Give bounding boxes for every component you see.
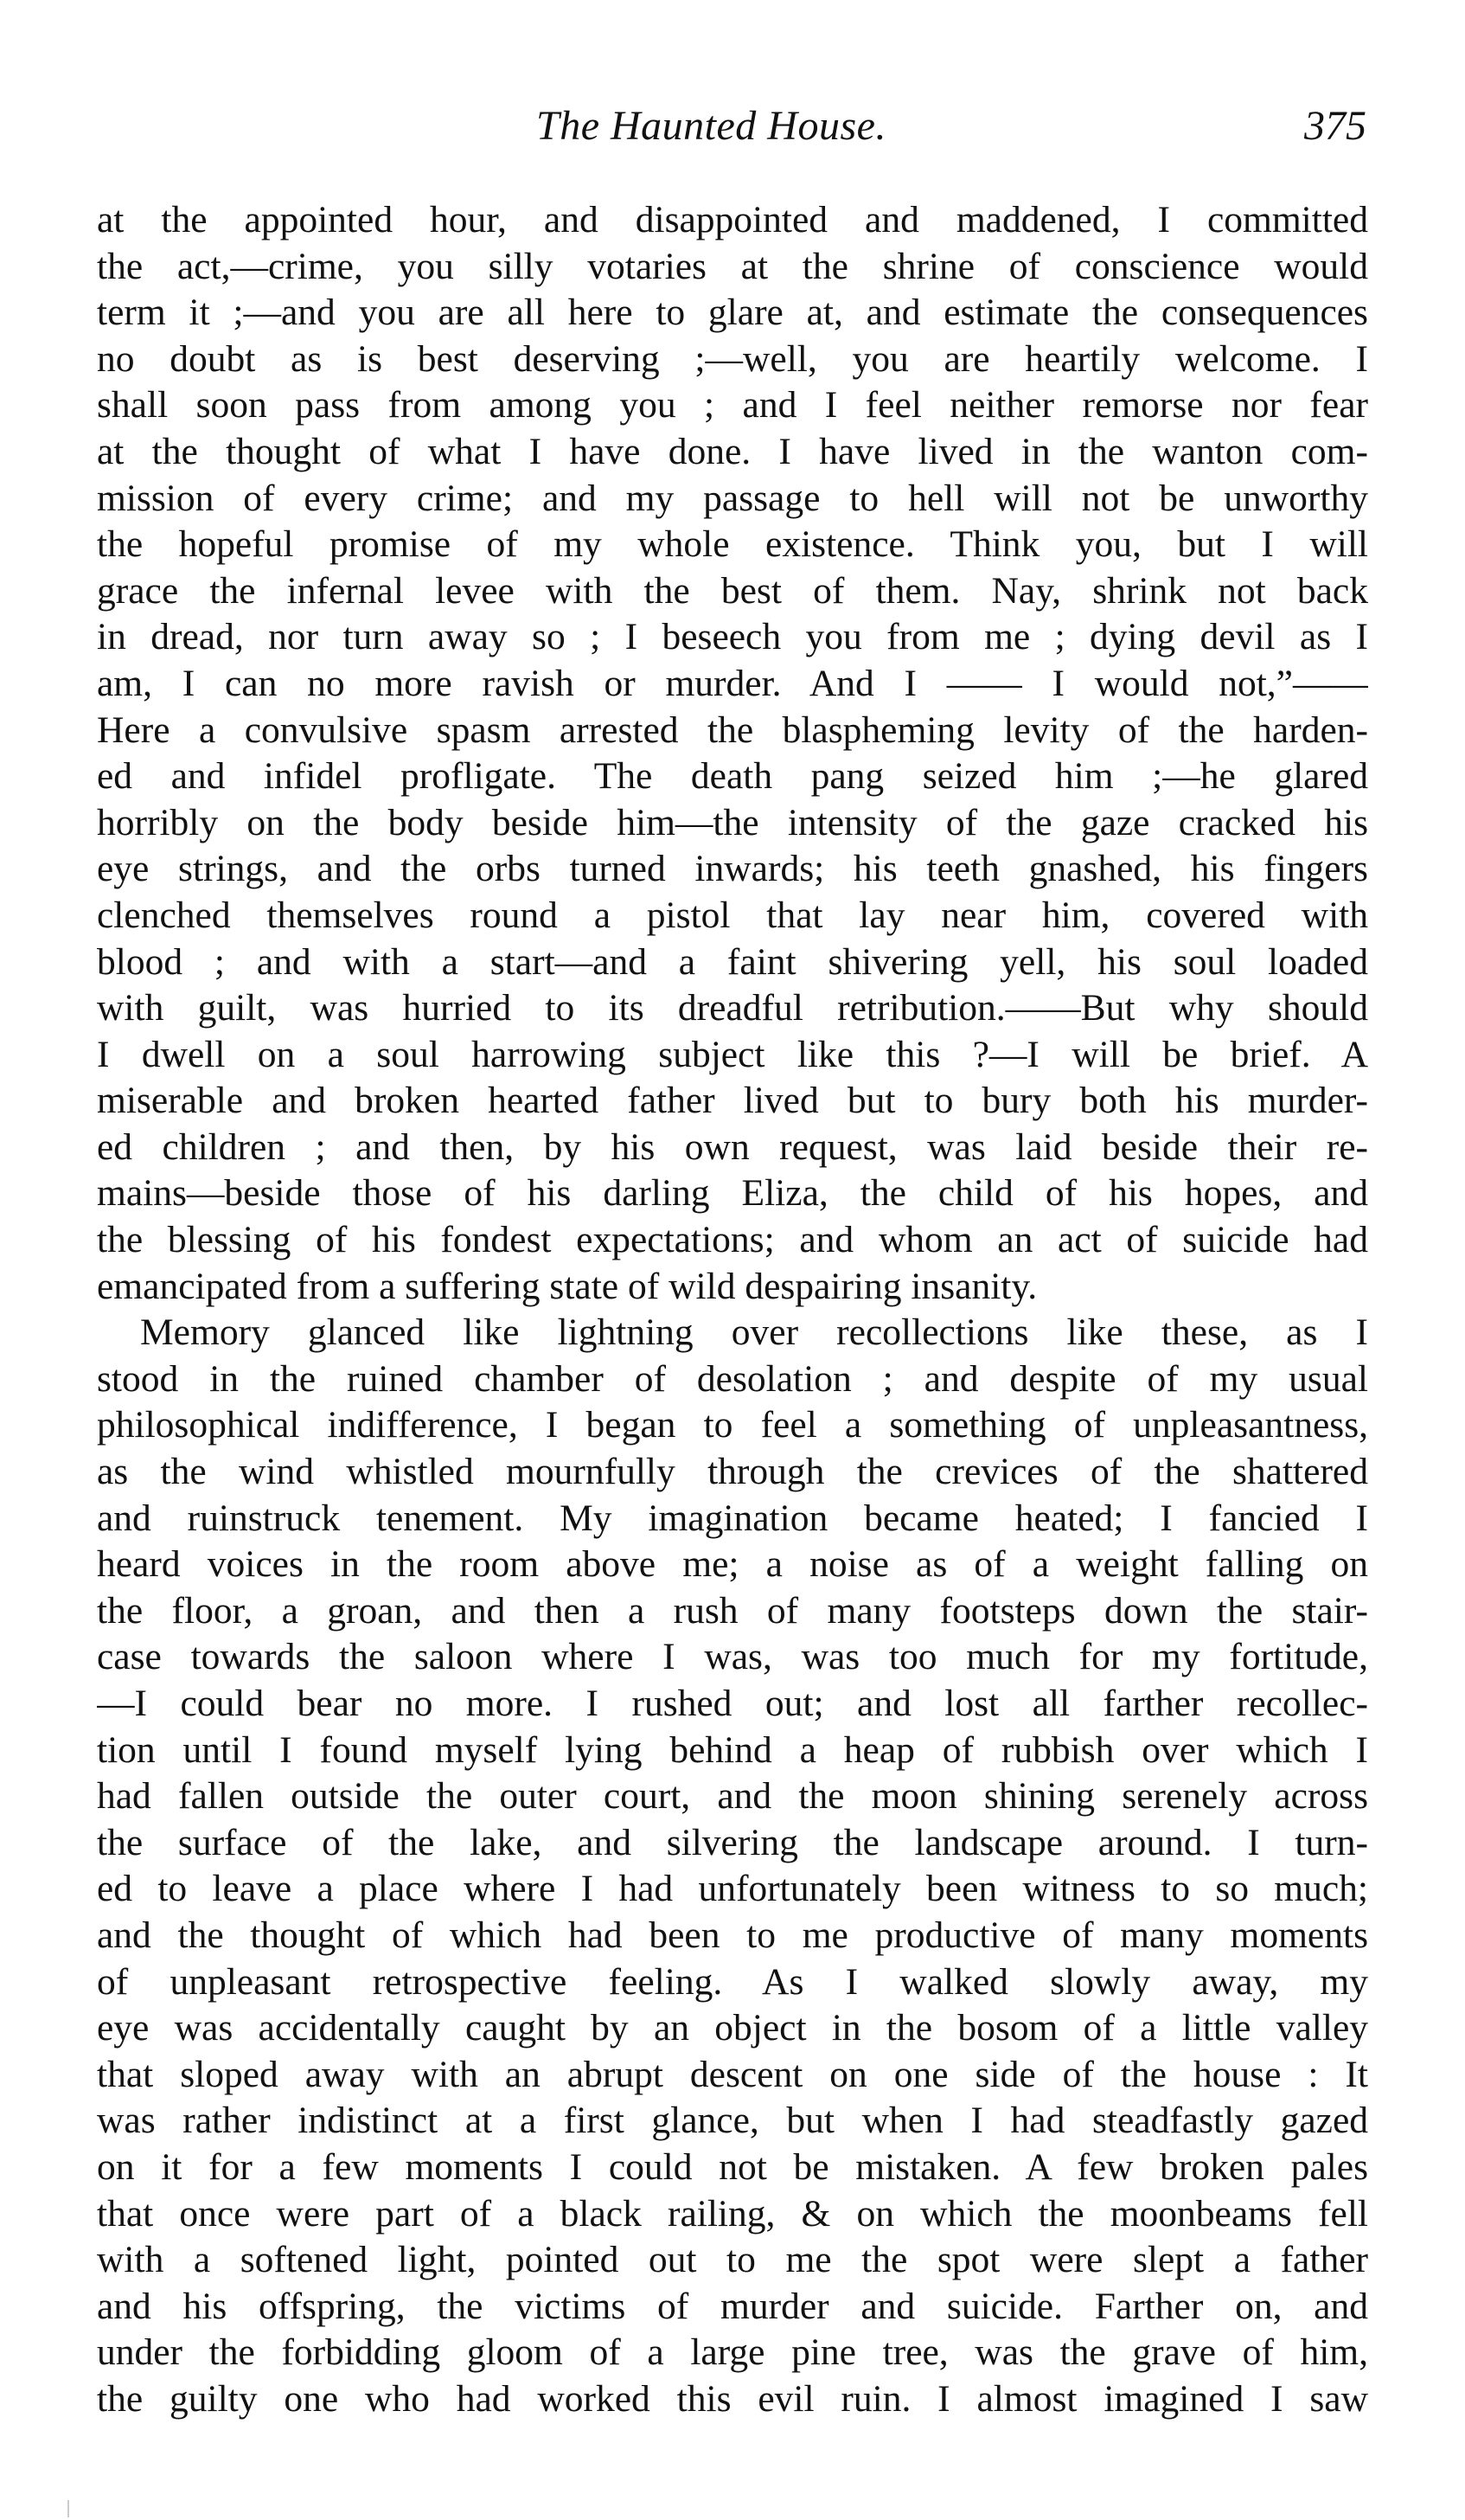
- text-line: miserable and broken hearted father lived but to bury both his murder-: [97, 1080, 1368, 1122]
- text-line: under the forbidding gloom of a large pine tree, was the grave of him,: [97, 2331, 1368, 2374]
- text-line: the hopeful promise of my whole existence. Think you, but I will: [97, 523, 1368, 566]
- page-header: [104, 102, 1366, 163]
- text-line: in dread, nor turn away so ; I beseech you from me ; dying devil as I: [97, 616, 1368, 658]
- paragraph: [97, 197, 1368, 1310]
- text-line: and his offspring, the victims of murder and suicide. Farther on, and: [97, 2285, 1368, 2327]
- text-line: grace the infernal levee with the best of them. Nay, shrink not back: [97, 569, 1368, 612]
- text-line: stood in the ruined chamber of desolation ; and despite of my usual: [97, 1357, 1368, 1400]
- paragraph: [97, 1310, 1368, 2422]
- text-line: term it ;—and you are all here to glare at, and estimate the consequences: [97, 292, 1368, 334]
- text-line: am, I can no more ravish or murder. And I —— I would not,”——: [97, 662, 1368, 704]
- text-line: the surface of the lake, and silvering the landscape around. I turn-: [97, 1821, 1368, 1863]
- running-title: The Haunted House.: [536, 103, 886, 149]
- text-line: was rather indistinct at a first glance, but when I had steadfastly gazed: [97, 2100, 1368, 2142]
- text-line: case towards the saloon where I was, was too much for my fortitude,: [97, 1636, 1368, 1678]
- text-line: clenched themselves round a pistol that lay near him, covered with: [97, 894, 1368, 936]
- text-line: ed to leave a place where I had unfortunately been witness to so much;: [97, 1868, 1368, 1910]
- text-line: on it for a few moments I could not be mistaken. A few broken pales: [97, 2145, 1368, 2188]
- text-line: with guilt, was hurried to its dreadful retribution.——But why should: [97, 987, 1368, 1029]
- text-line: had fallen outside the outer court, and the moon shining serenely across: [97, 1775, 1368, 1818]
- text-line: blood ; and with a start—and a faint shivering yell, his soul loaded: [97, 940, 1368, 983]
- text-line: mains—beside those of his darling Eliza, the child of his hopes, and: [97, 1172, 1368, 1215]
- text-line: and ruinstruck tenement. My imagination became heated; I fancied I: [97, 1497, 1368, 1539]
- text-line: the act,—crime, you silly votaries at the shrine of conscience would: [97, 245, 1368, 287]
- text-line: eye was accidentally caught by an object in the bosom of a little valley: [97, 2007, 1368, 2049]
- text-line: at the appointed hour, and disappointed and maddened, I committed: [97, 199, 1368, 240]
- text-line: —I could bear no more. I rushed out; and lost all farther recollec-: [97, 1683, 1368, 1724]
- text-line: that sloped away with an abrupt descent on one side of the house : It: [97, 2053, 1368, 2095]
- text-line: no doubt as is best deserving ;—well, you are heartily welcome. I: [97, 337, 1368, 380]
- body-text: [97, 197, 1368, 2423]
- text-line: of unpleasant retrospective feeling. As I walked slowly away, my: [97, 1960, 1368, 2003]
- text-line: shall soon pass from among you ; and I feel neither remorse nor fear: [97, 384, 1368, 426]
- text-line: the floor, a groan, and then a rush of many footsteps down the stair-: [97, 1589, 1368, 1632]
- text-line: at the thought of what I have done. I have lived in the wanton com-: [97, 430, 1368, 472]
- text-line: Here a convulsive spasm arrested the blaspheming levity of the harden-: [97, 709, 1368, 751]
- text-line: horribly on the body beside him—the intensity of the gaze cracked his: [97, 801, 1368, 843]
- text-line: as the wind whistled mournfully through the crevices of the shattered: [97, 1451, 1368, 1493]
- text-line: philosophical indifference, I began to feel a something of unpleasantness,: [97, 1404, 1368, 1446]
- text-line: emancipated from a suffering state of wild despairing insanity.: [97, 1265, 1038, 1307]
- text-line: tion until I found myself lying behind a heap of rubbish over which I: [97, 1728, 1368, 1771]
- text-line: the guilty one who had worked this evil ruin. I almost imagined I saw: [97, 2377, 1368, 2420]
- text-line: ed children ; and then, by his own request, was laid beside their re-: [97, 1125, 1368, 1168]
- text-line: and the thought of which had been to me productive of many moments: [97, 1914, 1368, 1956]
- text-line: heard voices in the room above me; a noise as of a weight falling on: [97, 1543, 1368, 1586]
- text-line: ed and infidel profligate. The death pang seized him ;—he glared: [97, 755, 1368, 798]
- text-line: with a softened light, pointed out to me the spot were slept a father: [97, 2239, 1368, 2281]
- page-number: 375: [1304, 103, 1366, 149]
- text-line: mission of every crime; and my passage to hell will not be unworthy: [97, 477, 1368, 519]
- scan-edge-mark: [67, 2500, 69, 2517]
- paragraphs: [97, 197, 1368, 2423]
- text-line: the blessing of his fondest expectations; and whom an act of suicide had: [97, 1219, 1368, 1261]
- text-line: Memory glanced like lightning over recollections like these, as I: [140, 1311, 1368, 1354]
- text-line: I dwell on a soul harrowing subject like this ?—I will be brief. A: [97, 1033, 1368, 1075]
- text-line: eye strings, and the orbs turned inwards; his teeth gnashed, his fingers: [97, 848, 1368, 890]
- text-line: that once were part of a black railing, & on which the moonbeams fell: [97, 2192, 1368, 2235]
